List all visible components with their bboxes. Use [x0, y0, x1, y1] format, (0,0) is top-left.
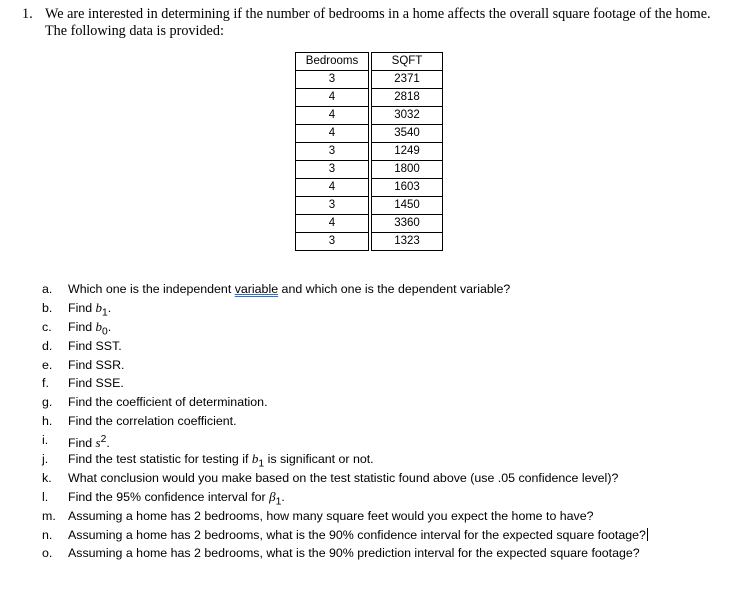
part-label: m.: [42, 508, 56, 523]
math-symbol: s: [95, 435, 101, 451]
part-h: h. Find the correlation coefficient.: [42, 412, 742, 431]
part-a: a. Which one is the independent variable and which one is the dependent variable?: [42, 280, 742, 299]
part-o: o. Assuming a home has 2 bedrooms, what is the 90% prediction interval for the expected square footage?: [42, 544, 742, 563]
question-line-2: The following data is provided:: [45, 23, 224, 39]
part-l: l. Find the 95% confidence interval for $\beta_1$.: [42, 488, 285, 508]
sqft-cell: 2371: [372, 71, 443, 89]
part-label: e.: [42, 357, 53, 372]
header-bedrooms: Bedrooms: [296, 53, 369, 71]
data-table: [295, 52, 443, 251]
underlined-word: variable: [234, 282, 279, 296]
sqft-cell: 3360: [372, 215, 443, 233]
part-label: b.: [42, 300, 53, 315]
part-label: i.: [42, 433, 49, 448]
table-row: [296, 215, 443, 233]
table-row: [296, 107, 443, 125]
table-row: [296, 197, 443, 215]
part-label: c.: [42, 319, 52, 334]
sqft-cell: 1603: [372, 179, 443, 197]
part-f: f. Find SSE.: [42, 374, 742, 393]
part-e: e. Find SSR.: [42, 356, 742, 375]
part-label: d.: [42, 338, 53, 353]
part-m: m. Assuming a home has 2 bedrooms, how many square feet would you expect the home to have?: [42, 507, 742, 526]
table-body: [296, 71, 443, 251]
bedrooms-cell: 3: [296, 197, 369, 215]
part-label: g.: [42, 395, 53, 410]
question-number: 1.: [22, 6, 33, 22]
question-intro: [22, 6, 742, 40]
table-row: [296, 125, 443, 143]
bedrooms-cell: 4: [296, 215, 369, 233]
part-label: l.: [42, 489, 49, 504]
part-d: d. Find SST.: [42, 337, 742, 356]
sqft-cell: 2818: [372, 89, 443, 107]
part-label: n.: [42, 527, 53, 542]
part-g: g. Find the coefficient of determination.: [42, 393, 742, 412]
math-symbol: b: [95, 318, 103, 334]
table-row: [296, 71, 443, 89]
table-row: [296, 143, 443, 161]
part-label: f.: [42, 376, 49, 391]
part-label: a.: [42, 282, 53, 296]
part-label: h.: [42, 414, 53, 429]
part-label: j.: [42, 452, 49, 467]
part-k: k. What conclusion would you make based on the test statistic found above (use .05 confidence level)?: [42, 469, 742, 488]
text-cursor: [647, 528, 648, 541]
math-symbol: b: [251, 451, 259, 467]
header-sqft: SQFT: [372, 53, 443, 71]
bedrooms-cell: 4: [296, 125, 369, 143]
math-symbol: β: [269, 488, 276, 504]
math-symbol: b: [95, 299, 103, 315]
sqft-cell: 3540: [372, 125, 443, 143]
bedrooms-cell: 4: [296, 179, 369, 197]
question-line-1: We are interested in determining if the number of bedrooms in a home affects the overall square footage of the home.: [45, 6, 711, 22]
sqft-cell: 1800: [372, 161, 443, 179]
bedrooms-cell: 3: [296, 161, 369, 179]
sqft-cell: 1450: [372, 197, 443, 215]
part-label: k.: [42, 470, 52, 485]
bedrooms-cell: 4: [296, 107, 369, 125]
part-i: i. Find $s^2$.: [42, 433, 110, 451]
table-row: [296, 233, 443, 251]
part-n: n. Assuming a home has 2 bedrooms, what is the 90% confidence interval for the expected square footage?: [42, 526, 742, 545]
part-label: o.: [42, 546, 53, 561]
part-j: j. Find the test statistic for testing if $b_1$ is significant or not.: [42, 451, 374, 470]
part-c: c. Find $b_0$.: [42, 318, 112, 338]
table-row: [296, 89, 443, 107]
part-b: b. Find $b_1$.: [42, 299, 112, 319]
bedrooms-cell: 4: [296, 89, 369, 107]
sqft-cell: 3032: [372, 107, 443, 125]
sqft-cell: 1249: [372, 143, 443, 161]
bedrooms-cell: 3: [296, 143, 369, 161]
table-row: [296, 179, 443, 197]
table-header-row: [296, 53, 443, 71]
sqft-cell: 1323: [372, 233, 443, 251]
bedrooms-cell: 3: [296, 71, 369, 89]
table-row: [296, 161, 443, 179]
bedrooms-cell: 3: [296, 233, 369, 251]
question-parts: [42, 280, 742, 563]
